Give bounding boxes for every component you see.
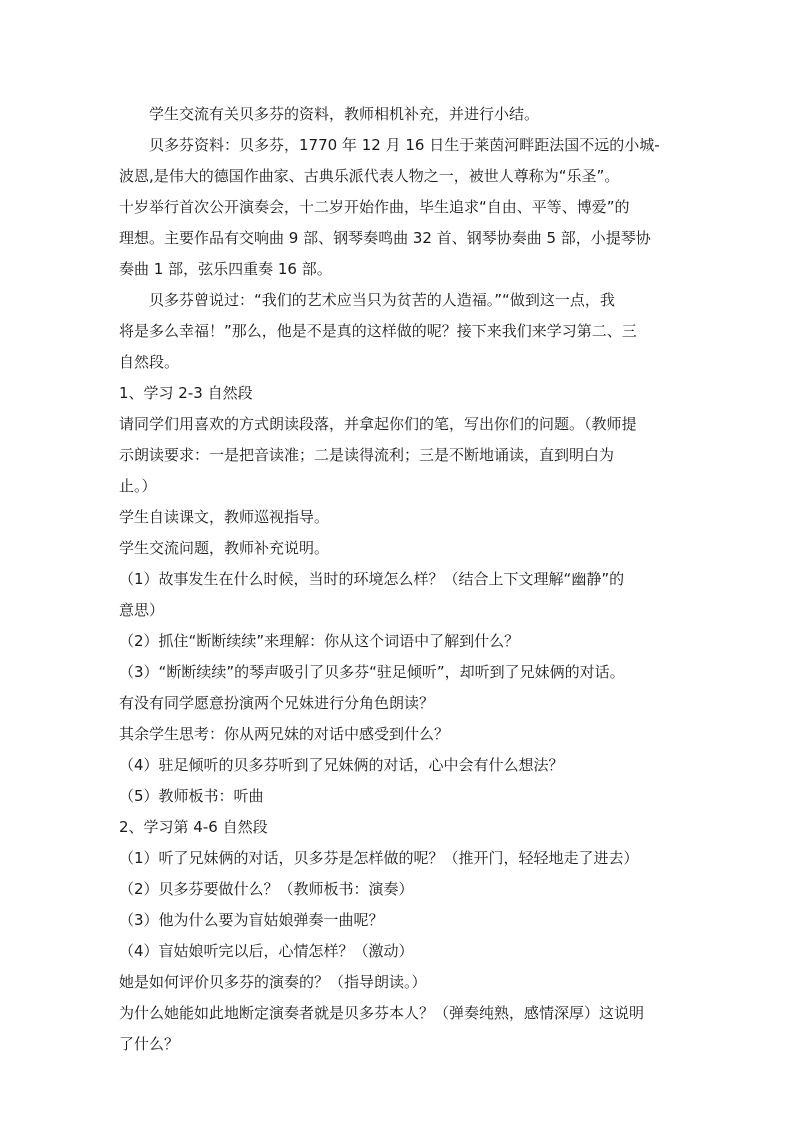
text-line: 她是如何评价贝多芬的演奏的？（指导朗读。） [119,973,427,991]
text-line: （3）他为什么要为盲姑娘弹奏一曲呢？ [119,911,384,929]
text-line: 请同学们用喜欢的方式朗读段落，并拿起你们的笔，写出你们的问题。（教师提 [119,415,637,433]
text-line: （1）听了兄妹俩的对话，贝多芬是怎样做的呢？（推开门，轻轻地走了进去） [119,849,639,867]
text-line: 示朗读要求：一是把音读准；二是读得流利；三是不断地诵读，直到明白为 [119,446,615,464]
text-line: 1、学习 2-3 自然段 [119,384,253,402]
text-line: 奏曲 1 部，弦乐四重奏 16 部。 [119,260,332,278]
text-line: （4）盲姑娘听完以后，心情怎样？（激动） [119,942,414,960]
text-line: 2、学习第 4-6 自然段 [119,818,268,836]
text-line: 波恩,是伟大的德国作曲家、古典乐派代表人物之一，被世人尊称为“乐圣”。 [119,167,620,185]
text-line: 止。） [119,477,157,495]
text-line: （2）贝多芬要做什么？（教师板书：演奏） [119,880,414,898]
document-page [119,99,679,1060]
text-line: 贝多芬曾说过：“我们的艺术应当只为贫苦的人造福。”“做到这一点，我 [149,291,615,309]
text-line: （5）教师板书：听曲 [119,787,264,805]
text-line: 自然段。 [119,353,180,371]
text-line: 理想。主要作品有交响曲 9 部、钢琴奏鸣曲 32 首、钢琴协奏曲 5 部，小提琴协 [119,229,651,247]
text-line: 意思） [119,601,165,619]
text-line: （4）驻足倾听的贝多芬听到了兄妹俩的对话，心中会有什么想法？ [119,756,564,774]
text-line: 学生自读课文，教师巡视指导。 [119,508,330,526]
text-line: 将是多么幸福！”那么，他是不是真的这样做的呢？接下来我们来学习第二、三 [119,322,637,340]
text-line: 为什么她能如此地断定演奏者就是贝多芬本人？（弹奏纯熟，感情深厚）这说明 [119,1004,645,1022]
text-line: 学生交流有关贝多芬的资料，教师相机补充，并进行小结。 [149,105,540,123]
text-line: 了什么？ [119,1035,180,1053]
text-line: （2）抓住“断断续续”来理解：你从这个词语中了解到什么？ [119,632,520,650]
text-line: 学生交流问题，教师补充说明。 [119,539,330,557]
text-line: （3）“断断续续”的琴声吸引了贝多芬“驻足倾听”，却听到了兄妹俩的对话。 [119,663,625,681]
text-line: 贝多芬资料：贝多芬，1770 年 12 月 16 日生于莱茵河畔距法国不远的小城- [149,136,660,154]
text-line: 十岁举行首次公开演奏会，十二岁开始作曲，毕生追求“自由、平等、博爱”的 [119,198,630,216]
text-line: 其余学生思考：你从两兄妹的对话中感受到什么？ [119,725,450,743]
text-line: 有没有同学愿意扮演两个兄妹进行分角色朗读？ [119,694,435,712]
document-body [119,99,679,1060]
text-line: （1）故事发生在什么时候，当时的环境怎么样？（结合上下文理解“幽静”的 [119,570,625,588]
